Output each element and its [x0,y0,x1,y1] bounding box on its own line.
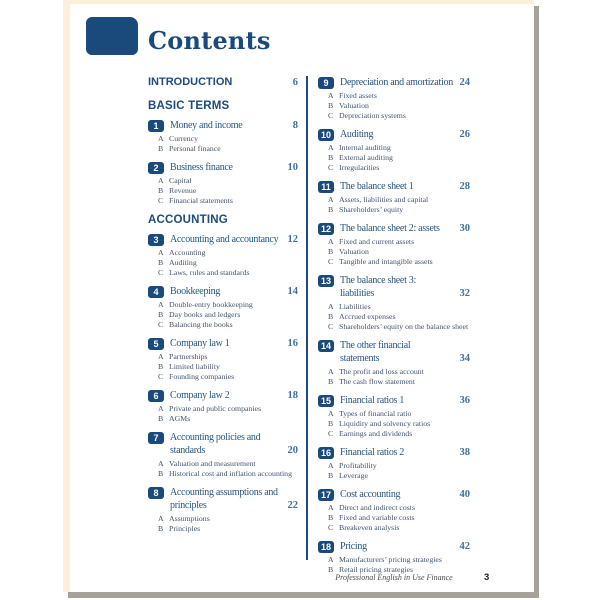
toc-subitem [328,429,470,439]
subitem-text: Fixed and variable costs [339,513,415,522]
subitem-letter: B [328,419,334,428]
toc-subitem [158,524,298,534]
toc-unit-entry [148,431,298,479]
subitem-text: Currency [169,134,199,143]
unit-subitems [328,237,470,267]
toc-subitem [328,205,470,215]
subitem-text: Irregularities [339,163,380,172]
section-heading-accounting: ACCOUNTING [148,214,228,226]
subitem-letter: A [158,176,164,185]
unit-title: The other financial statements [340,340,411,364]
toc-subitem [158,310,298,320]
subitem-letter: B [158,258,164,267]
unit-title: Financial ratios 2 [340,447,405,458]
unit-subitems [158,176,298,206]
unit-number-badge: 2 [148,162,164,174]
unit-page-number: 38 [459,447,470,458]
toc-subitem [328,237,470,247]
unit-subitems [328,367,470,387]
introduction-page-number: 6 [292,77,298,88]
subitem-letter: A [328,237,334,246]
subitem-text: Manufacturers’ pricing strategies [339,555,442,564]
toc-subitem [158,459,298,469]
toc-subitem [158,514,298,524]
toc-subitem [158,300,298,310]
unit-title-row [148,233,298,246]
subitem-text: Liquidity and solvency ratios [339,419,431,428]
unit-subitems [328,503,470,533]
toc-subitem [328,367,470,377]
subitem-text: Leverage [339,471,368,480]
unit-subitems [328,195,470,215]
subitem-text: Capital [169,176,192,185]
subitem-text: Shareholders’ equity [339,205,404,214]
subitem-text: Day books and ledgers [169,310,241,319]
unit-list-accounting [148,233,298,534]
toc-entry-introduction [148,76,298,88]
toc-subitem [328,101,470,111]
unit-title: Company law 1 [170,338,230,349]
toc-unit-entry [148,233,298,278]
unit-number-badge: 13 [318,275,334,287]
subitem-letter: A [328,143,334,152]
unit-list-basic-terms [148,119,298,206]
unit-page-number: 14 [287,286,298,297]
subitem-letter: B [328,153,334,162]
book-page [63,0,534,592]
toc-subitem [158,320,298,330]
unit-subitems [328,143,470,173]
toc-subitem [328,247,470,257]
toc-subitem [328,503,470,513]
toc-subitem [328,322,470,332]
unit-title: Company law 2 [170,390,230,401]
subitem-letter: A [328,195,334,204]
subitem-text: Financial statements [169,196,233,205]
unit-title-row [148,431,298,457]
unit-title-line2: statements [340,353,380,364]
unit-number-badge: 11 [318,181,334,193]
unit-subitems [158,459,298,479]
unit-page-number: 28 [459,181,470,192]
subitem-letter: A [158,459,164,468]
subitem-text: Valuation [339,101,369,110]
toc-unit-entry [318,339,470,387]
subitem-text: Direct and indirect costs [339,503,415,512]
toc-subitem [328,377,470,387]
contents-right-column [318,76,470,582]
unit-subitems [328,91,470,121]
subitem-text: Personal finance [169,144,221,153]
subitem-letter: C [158,268,164,277]
subitem-text: Depreciation systems [339,111,406,120]
toc-subitem [158,469,298,479]
subitem-letter: B [158,469,164,478]
toc-subitem [328,302,470,312]
toc-subitem [158,404,298,414]
unit-title: Financial ratios 1 [340,395,405,406]
subitem-letter: A [328,302,334,311]
subitem-letter: C [328,111,334,120]
toc-unit-entry [318,76,470,121]
subitem-letter: B [158,362,164,371]
subitem-text: Partnerships [169,352,208,361]
unit-page-number: 42 [459,541,470,552]
unit-title-row [318,339,470,365]
unit-page-number: 22 [287,500,298,511]
toc-subitem [328,461,470,471]
section-heading-basic-terms: BASIC TERMS [148,100,230,112]
unit-page-number: 26 [459,129,470,140]
subitem-letter: B [328,247,334,256]
subitem-letter: A [158,300,164,309]
toc-unit-entry [148,161,298,206]
toc-subitem [328,153,470,163]
unit-title: Accounting assumptions and principles [170,487,278,511]
toc-unit-entry [318,128,470,173]
unit-number-badge: 9 [318,77,334,89]
toc-subitem [158,144,298,154]
toc-unit-entry [318,446,470,481]
toc-subitem [158,414,298,424]
unit-title: Auditing [340,129,374,140]
toc-subitem [158,352,298,362]
unit-title-row [318,446,470,459]
subitem-letter: C [328,523,334,532]
subitem-text: Balancing the books [169,320,233,329]
subitem-letter: A [158,404,164,413]
toc-subitem [328,513,470,523]
unit-title: The balance sheet 2: assets [340,223,440,234]
subitem-text: Types of financial ratio [339,409,412,418]
unit-title-row [318,128,470,141]
unit-subitems [328,461,470,481]
subitem-text: Valuation and measurement [169,459,256,468]
unit-page-number: 30 [459,223,470,234]
unit-page-number: 12 [287,234,298,245]
unit-title-row [318,76,470,89]
toc-subitem [328,91,470,101]
toc-subitem [328,312,470,322]
toc-subitem [328,555,470,565]
unit-subitems [158,514,298,534]
unit-page-number: 40 [459,489,470,500]
unit-subitems [328,409,470,439]
toc-subitem [158,196,298,206]
unit-subitems [158,134,298,154]
toc-subitem [158,258,298,268]
subitem-text: Founding companies [169,372,235,381]
subitem-text: Fixed assets [339,91,377,100]
unit-subitems [328,302,470,332]
subitem-text: Laws, rules and standards [169,268,250,277]
subitem-letter: B [328,471,334,480]
toc-subitem [158,176,298,186]
subitem-text: The profit and loss account [339,367,424,376]
unit-title-row [318,488,470,501]
unit-number-badge: 3 [148,234,164,246]
book-title: Professional English in Use Finance [335,573,453,582]
unit-number-badge: 10 [318,129,334,141]
toc-unit-entry [148,337,298,382]
subitem-letter: B [158,186,164,195]
subitem-text: The cash flow statement [339,377,415,386]
subitem-text: Retail pricing strategies [339,565,414,574]
subitem-letter: B [328,377,334,386]
subitem-letter: A [328,503,334,512]
unit-subitems [158,352,298,382]
toc-subitem [328,409,470,419]
unit-title: Money and income [170,120,243,131]
toc-subitem [158,362,298,372]
subitem-letter: A [158,134,164,143]
toc-subitem [328,143,470,153]
subitem-letter: B [158,414,164,423]
toc-subitem [328,195,470,205]
unit-page-number: 8 [292,120,298,131]
unit-number-badge: 18 [318,541,334,553]
unit-subitems [158,300,298,330]
unit-title-row [318,274,470,300]
unit-title-row [148,285,298,298]
toc-subitem [328,163,470,173]
subitem-text: AGMs [169,414,191,423]
subitem-letter: A [328,555,334,564]
toc-subitem [158,372,298,382]
toc-unit-entry [148,486,298,534]
toc-subitem [328,111,470,121]
subitem-text: Limited liability [169,362,220,371]
unit-title-line2: principles [170,500,207,511]
unit-title-row [318,180,470,193]
toc-subitem [328,523,470,533]
unit-subitems [158,404,298,424]
unit-title: Pricing [340,541,367,552]
unit-page-number: 24 [459,77,470,88]
subitem-text: Private and public companies [169,404,262,413]
subitem-letter: A [158,248,164,257]
unit-title: Business finance [170,162,233,173]
unit-subitems [328,555,470,575]
toc-unit-entry [148,389,298,424]
unit-number-badge: 12 [318,223,334,235]
unit-number-badge: 7 [148,432,164,444]
unit-number-badge: 17 [318,489,334,501]
subitem-letter: B [158,524,164,533]
subitem-letter: B [328,565,334,574]
toc-subitem [328,419,470,429]
unit-page-number: 10 [287,162,298,173]
toc-subitem [158,248,298,258]
unit-title: Accounting and accountancy [170,234,279,245]
subitem-text: Profitability [339,461,377,470]
unit-title-row [318,222,470,235]
subitem-text: Auditing [169,258,197,267]
unit-title-line2: liabilities [340,288,374,299]
unit-title-row [318,394,470,407]
toc-unit-entry [148,285,298,330]
subitem-text: Earnings and dividends [339,429,413,438]
subitem-letter: B [328,513,334,522]
subitem-text: External auditing [339,153,393,162]
subitem-text: Assumptions [169,514,210,523]
unit-number-badge: 6 [148,390,164,402]
unit-subitems [158,248,298,278]
unit-number-badge: 1 [148,120,164,132]
unit-page-number: 16 [287,338,298,349]
subitem-text: Accrued expenses [339,312,396,321]
unit-number-badge: 8 [148,487,164,499]
subitem-letter: C [328,429,334,438]
column-divider [306,76,308,560]
subitem-letter: A [158,514,164,523]
unit-number-badge: 15 [318,395,334,407]
unit-number-badge: 14 [318,340,334,352]
brand-logo [86,17,138,55]
subitem-letter: C [158,372,164,381]
unit-page-number: 34 [459,353,470,364]
toc-subitem [328,471,470,481]
contents-left-column [148,76,298,541]
unit-title: Bookkeeping [170,286,221,297]
subitem-letter: B [328,205,334,214]
subitem-text: Breakeven analysis [339,523,400,532]
subitem-letter: C [328,322,334,331]
introduction-label: INTRODUCTION [148,76,233,88]
unit-page-number: 18 [287,390,298,401]
toc-unit-entry [318,540,470,575]
page-title: Contents [148,26,271,55]
unit-title-row [148,486,298,512]
subitem-letter: C [158,320,164,329]
subitem-text: Fixed and current assets [339,237,415,246]
subitem-letter: A [328,91,334,100]
subitem-letter: C [158,196,164,205]
subitem-letter: A [328,461,334,470]
subitem-letter: C [328,163,334,172]
subitem-text: Double-entry bookkeeping [169,300,253,309]
toc-unit-entry [318,488,470,533]
subitem-text: Valuation [339,247,369,256]
subitem-text: Shareholders’ equity on the balance sheet [339,322,469,331]
unit-page-number: 20 [287,445,298,456]
toc-unit-entry [318,180,470,215]
unit-title: Cost accounting [340,489,401,500]
subitem-text: Liabilities [339,302,371,311]
subitem-letter: B [328,312,334,321]
subitem-letter: B [158,144,164,153]
subitem-text: Revenue [169,186,197,195]
subitem-letter: B [158,310,164,319]
toc-unit-entry [148,119,298,154]
toc-subitem [158,186,298,196]
subitem-letter: A [328,367,334,376]
unit-title-row [148,119,298,132]
toc-unit-entry [318,222,470,267]
toc-subitem [158,134,298,144]
unit-number-badge: 5 [148,338,164,350]
toc-subitem [158,268,298,278]
subitem-text: Accounting [169,248,206,257]
subitem-text: Principles [169,524,201,533]
unit-title: Depreciation and amortization [340,77,453,88]
unit-title-row [148,337,298,350]
subitem-letter: A [328,409,334,418]
subitem-text: Tangible and intangible assets [339,257,433,266]
subitem-letter: B [328,101,334,110]
subitem-text: Internal auditing [339,143,391,152]
subitem-text: Historical cost and inflation accounting [169,469,292,478]
unit-number-badge: 4 [148,286,164,298]
unit-title-line2: standards [170,445,206,456]
subitem-letter: A [158,352,164,361]
page-number: 3 [484,572,490,583]
unit-page-number: 32 [459,288,470,299]
unit-title-row [318,540,470,553]
unit-title: The balance sheet 1 [340,181,414,192]
subitem-letter: C [328,257,334,266]
toc-subitem [328,257,470,267]
toc-unit-entry [318,274,470,332]
subitem-text: Assets, liabilities and capital [339,195,429,204]
unit-title: Accounting policies and standards [170,432,261,456]
unit-number-badge: 16 [318,447,334,459]
unit-title-row [148,161,298,174]
unit-title: The balance sheet 3: liabilities [340,275,416,299]
unit-title-row [148,389,298,402]
toc-unit-entry [318,394,470,439]
unit-page-number: 36 [459,395,470,406]
